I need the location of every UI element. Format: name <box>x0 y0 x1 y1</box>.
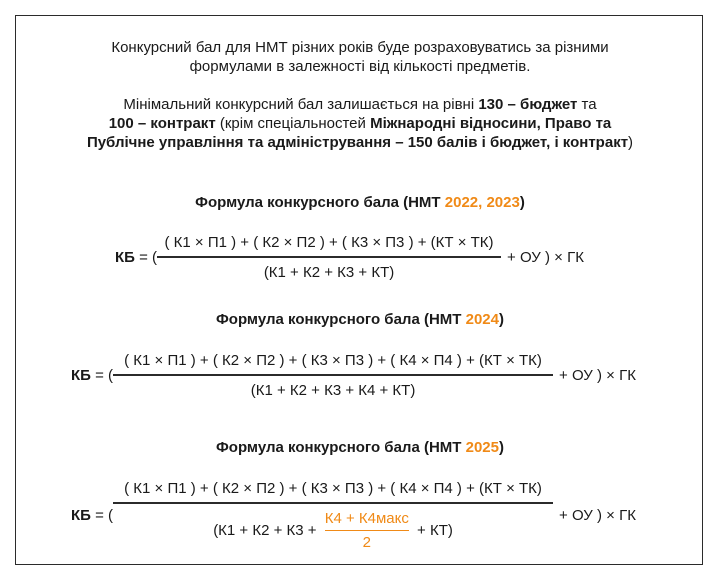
formula-rhs: + ОУ ) × ГК <box>559 507 636 524</box>
min-score-text: Мінімальний конкурсний бал залишається на рівні <box>123 96 479 113</box>
formula-2025 <box>71 480 636 551</box>
formula-denominator: (К1 + К2 + К3 + КТ) <box>263 263 395 281</box>
specialties-1: Міжнародні відносини, Право та <box>370 115 612 132</box>
formula-denominator: (К1 + К2 + К3 + К4 + КТ) <box>250 381 416 399</box>
formula-2024 <box>71 352 636 399</box>
intro-paragraph-1 <box>0 38 720 76</box>
denominator-part-b: + КТ) <box>412 521 453 539</box>
intro-line-2: формулами в залежності від кількості предметів. <box>189 58 531 75</box>
specialties-2: Публічне управління та адміністрування – 150 балів і бюджет, і контракт <box>86 134 629 151</box>
denominator-part-a: (К1 + К2 + К3 + <box>213 521 321 539</box>
intro-paragraph-2 <box>0 95 720 152</box>
formula-title-text: Формула конкурсного бала (НМТ <box>195 194 445 211</box>
formula-denominator <box>213 504 453 552</box>
formula-title-2024 <box>0 311 720 328</box>
subfraction-numerator: К4 + К4макс <box>324 509 409 527</box>
formula-title-text: Формула конкурсного бала (НМТ <box>216 439 466 456</box>
budget-score: 130 – бюджет <box>478 96 578 113</box>
formula-title-suffix: ) <box>498 311 504 328</box>
subfraction-bar <box>325 530 409 532</box>
intro-text <box>0 38 720 152</box>
except-text: (крім спеціальностей <box>215 115 371 132</box>
kb-symbol: КБ <box>71 507 91 524</box>
intro-line-1: Конкурсний бал для НМТ різних років буде розраховуватись за різними <box>111 39 609 56</box>
formula-rhs: + ОУ ) × ГК <box>507 248 584 266</box>
formula-fraction <box>113 352 553 399</box>
closing-paren: ) <box>628 134 634 151</box>
formula-fraction <box>113 480 553 551</box>
formula-numerator: ( К1 × П1 ) + ( К2 × П2 ) + ( К3 × П3 ) + ( К4 × П4 ) + (КТ × ТК) <box>124 480 542 497</box>
equals-open: = ( <box>90 507 114 524</box>
formula-lhs <box>71 507 113 524</box>
contract-score: 100 – контракт <box>108 115 216 132</box>
k4-subfraction <box>325 510 409 552</box>
formula-lhs <box>71 367 113 384</box>
conjunction: та <box>577 96 597 113</box>
equals-open: = ( <box>134 248 158 266</box>
formula-years: 2024 <box>465 311 499 328</box>
formula-fraction <box>157 234 501 281</box>
kb-symbol: КБ <box>71 366 91 384</box>
formula-title-text: Формула конкурсного бала (НМТ <box>216 311 466 328</box>
formula-2022-2023 <box>115 234 584 281</box>
formula-rhs: + ОУ ) × ГК <box>559 366 636 384</box>
formula-lhs <box>115 249 157 266</box>
formula-title-suffix: ) <box>498 439 504 456</box>
formula-years: 2025 <box>465 439 499 456</box>
formula-title-suffix: ) <box>519 194 525 211</box>
formula-title-2025 <box>0 439 720 456</box>
equals-open: = ( <box>90 366 114 384</box>
subfraction-denominator: 2 <box>362 534 371 551</box>
formula-years: 2022, 2023 <box>444 194 520 211</box>
formula-numerator: ( К1 × П1 ) + ( К2 × П2 ) + ( К3 × П3 ) + ( К4 × П4 ) + (КТ × ТК) <box>124 352 542 369</box>
formula-numerator: ( К1 × П1 ) + ( К2 × П2 ) + ( К3 × П3 ) + (КТ × ТК) <box>164 234 494 251</box>
kb-symbol: КБ <box>115 248 135 266</box>
formula-title-2022-2023 <box>0 194 720 211</box>
